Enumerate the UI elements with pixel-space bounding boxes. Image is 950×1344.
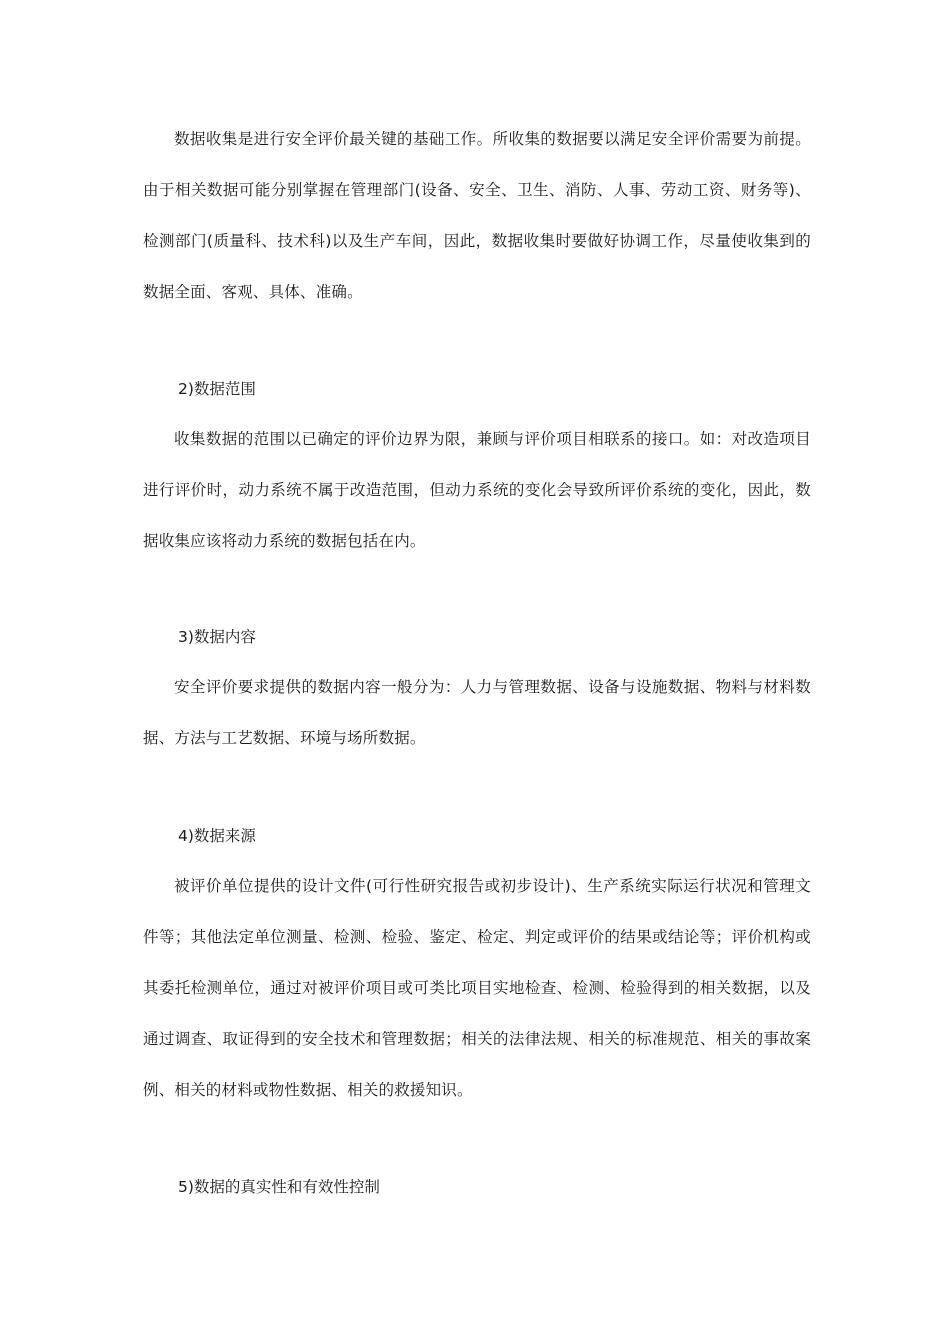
paragraph-data-collection: 数据收集是进行安全评价最关键的基础工作。所收集的数据要以满足安全评价需要为前提。由于相关数据可能分别掌握在管理部门(设备、安全、卫生、消防、人事、劳动工资、财务等)、检测部门(质量科、技术科)以及生产车间，因此，数据收集时要做好协调工作，尽量使收集到的数据全面、客观、具体、准确。 [143,130,811,301]
heading-data-scope: 2)数据范围 [178,380,256,398]
heading-data-validity: 5)数据的真实性和有效性控制 [178,1178,380,1196]
paragraph-data-content: 安全评价要求提供的数据内容一般分为：人力与管理数据、设备与设施数据、物料与材料数据、方法与工艺数据、环境与场所数据。 [143,678,811,747]
heading-data-source: 4)数据来源 [178,827,256,845]
paragraph-data-source: 被评价单位提供的设计文件(可行性研究报告或初步设计)、生产系统实际运行状况和管理文件等；其他法定单位测量、检测、检验、鉴定、检定、判定或评价的结果或结论等；评价机构或其委托检测单位，通过对被评价项目或可类比项目实地检查、检测、检验得到的相关数据，以及通过调查、取证得到的安全技术和管理数据；相关的法律法规、相关的标准规范、相关的事故案例、相关的材料或物性数据、相关的救援知识。 [143,877,811,1099]
paragraph-data-scope: 收集数据的范围以已确定的评价边界为限，兼顾与评价项目相联系的接口。如：对改造项目进行评价时，动力系统不属于改造范围，但动力系统的变化会导致所评价系统的变化，因此，数据收集应该将动力系统的数据包括在内。 [143,430,811,550]
heading-data-content: 3)数据内容 [178,628,256,646]
